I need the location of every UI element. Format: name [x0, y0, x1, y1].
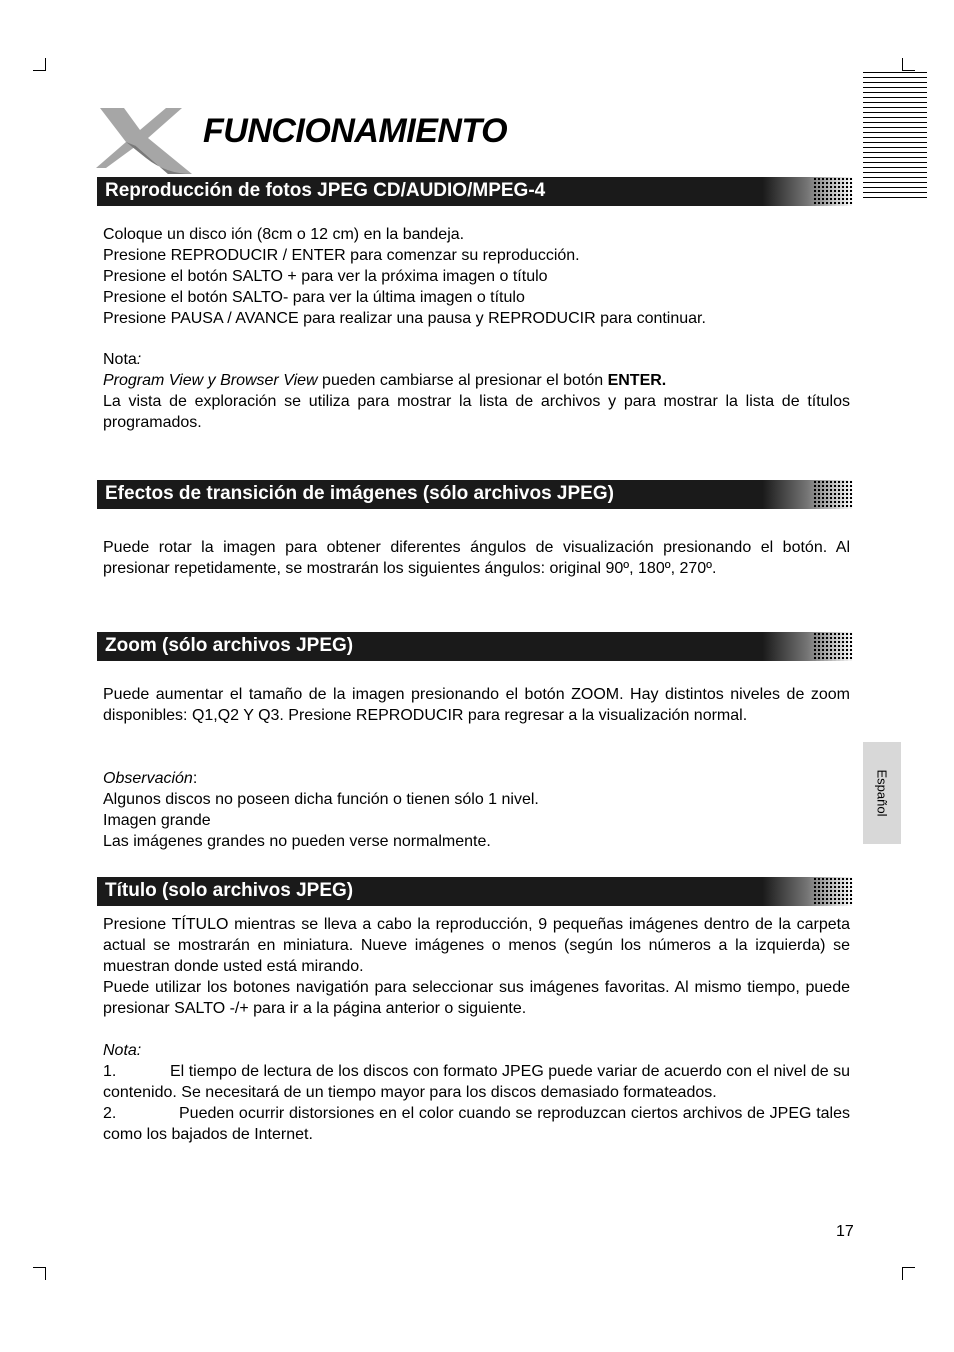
section-body	[103, 684, 850, 726]
note-block	[103, 1040, 850, 1145]
body-line: Presione REPRODUCIR / ENTER para comenzar su reproducción.	[103, 247, 580, 264]
body-line: Las imágenes grandes no pueden verse normalmente.	[103, 833, 491, 850]
body-line: Presione el botón SALTO- para ver la última imagen o título	[103, 289, 525, 306]
body-line: Presione el botón SALTO + para ver la próxima imagen o título	[103, 268, 548, 285]
section-body	[103, 537, 850, 579]
crop-mark-bottom-right	[902, 1267, 915, 1280]
decorative-stripes	[863, 72, 927, 198]
body-line: Coloque un disco ión (8cm o 12 cm) en la bandeja.	[103, 226, 465, 243]
section-heading-bar	[97, 877, 853, 906]
section-heading: Título (solo archivos JPEG)	[105, 880, 354, 901]
body-paragraph: Presione TÍTULO mientras se lleva a cabo la reproducción, 9 pequeñas imágenes dentro de la carpeta actual se mostrarán en miniatura. Nueve imágenes o menos (según los números a la izquierda) se muestran donde usted está mirando.	[103, 916, 850, 975]
note-block	[103, 349, 850, 433]
crop-mark-top-right	[902, 58, 915, 71]
page-title: FUNCIONAMIENTO	[203, 112, 508, 150]
note-item: 2. Pueden ocurrir distorsiones en el color cuando se reproduzcan ciertos archivos de JPEG tales como los bajados de Internet.	[103, 1105, 850, 1143]
section-heading: Zoom (sólo archivos JPEG)	[105, 635, 354, 656]
language-tab	[863, 742, 901, 844]
body-line: Presione PAUSA / AVANCE para realizar una pausa y REPRODUCIR para continuar.	[103, 310, 706, 327]
section-heading: Reproducción de fotos JPEG CD/AUDIO/MPEG-4	[105, 180, 546, 201]
note-item: 1. El tiempo de lectura de los discos con formato JPEG puede variar de acuerdo con el nivel de su contenido. Se necesitará de un tiempo mayor para los discos demasiado formateados.	[103, 1063, 850, 1101]
section-heading-bar	[97, 480, 853, 509]
body-paragraph: Puede rotar la imagen para obtener diferentes ángulos de visualización presionando el botón. Al presionar repetidamente, se mostrarán los siguientes ángulos: original 90º, 180º, 270º.	[103, 539, 850, 577]
observation-label: Observación:	[103, 770, 198, 787]
note-paragraph: La vista de exploración se utiliza para mostrar la lista de archivos y para mostrar la lista de títulos programados.	[103, 393, 850, 431]
section-heading-bar	[97, 177, 853, 206]
note-label: Nota:	[103, 351, 142, 368]
note-label: Nota:	[103, 1042, 142, 1059]
crop-mark-bottom-left	[33, 1267, 46, 1280]
observation-block	[103, 768, 850, 852]
body-line: Algunos discos no poseen dicha función o tienen sólo 1 nivel.	[103, 791, 539, 808]
section-body	[103, 224, 850, 329]
section-heading-bar	[97, 632, 853, 661]
page-number: 17	[836, 1223, 854, 1240]
x-logo-icon	[96, 108, 196, 176]
note-line: Program View y Browser View pueden cambiarse al presionar el botón ENTER.	[103, 372, 667, 389]
body-paragraph: Puede utilizar los botones navigatión para seleccionar sus imágenes favoritas. Al mismo tiempo, puede presionar SALTO -/+ para ir a la página anterior o siguiente.	[103, 979, 850, 1017]
body-paragraph: Puede aumentar el tamaño de la imagen presionando el botón ZOOM. Hay distintos niveles de zoom disponibles: Q1,Q2 Y Q3. Presione REPRODUCIR para regresar a la visualización normal.	[103, 686, 850, 724]
crop-mark-top-left	[33, 58, 46, 71]
section-heading: Efectos de transición de imágenes (sólo archivos JPEG)	[105, 483, 614, 504]
section-body	[103, 914, 850, 1019]
body-line: Imagen grande	[103, 812, 211, 829]
language-tab-label: Español	[874, 769, 890, 817]
